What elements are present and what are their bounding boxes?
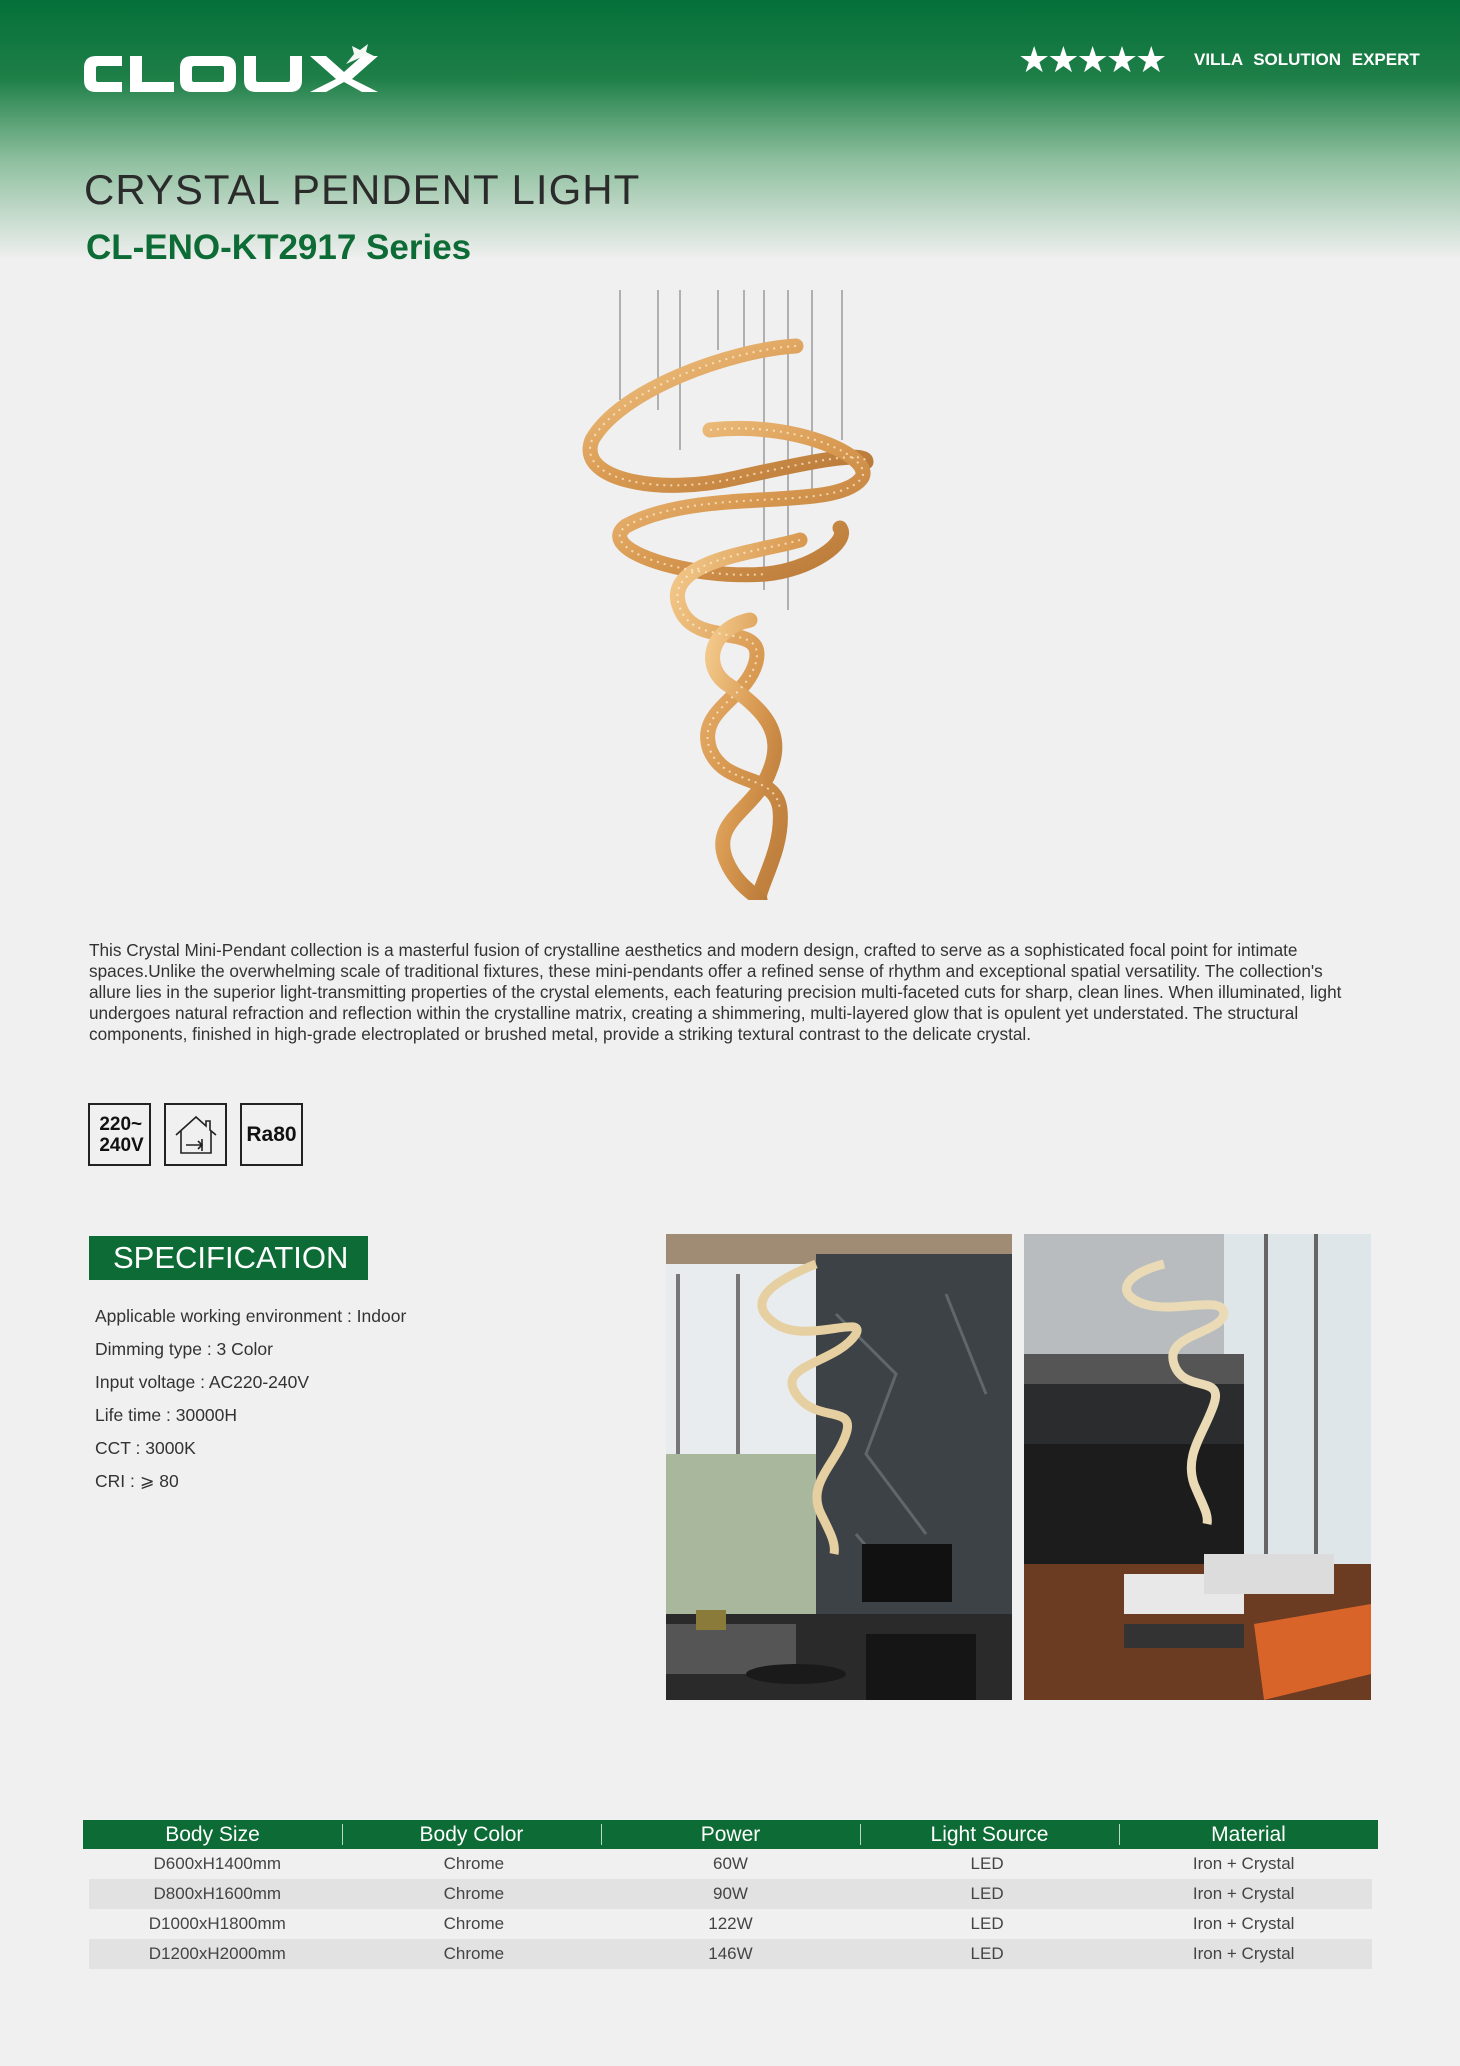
cell-light-source: LED — [970, 1884, 1004, 1903]
cloux-logo — [82, 42, 438, 102]
voltage-line-1: 220~ — [99, 1113, 143, 1135]
series-name: CL-ENO-KT2917 Series — [86, 228, 472, 267]
room-photo-double-height-lounge — [1024, 1234, 1371, 1700]
room-photo-living-room — [666, 1234, 1012, 1700]
cell-body-size: D800xH1600mm — [153, 1884, 282, 1903]
cell-body-size: D600xH1400mm — [153, 1854, 282, 1873]
indoor-house-icon — [164, 1103, 227, 1166]
table-row — [89, 1909, 1372, 1939]
voltage-badge — [88, 1103, 151, 1166]
cell-power: 90W — [713, 1884, 748, 1903]
feature-badges — [88, 1103, 303, 1166]
specification-heading: SPECIFICATION — [89, 1236, 368, 1280]
cell-body-size: D1000xH1800mm — [148, 1914, 286, 1933]
cell-power: 60W — [713, 1854, 748, 1873]
cell-light-source: LED — [970, 1914, 1004, 1933]
cell-material: Iron + Crystal — [1192, 1914, 1295, 1933]
tagline: VILLA SOLUTION EXPERT — [1194, 50, 1420, 69]
spec-item-lifetime: Life time : 30000H — [95, 1405, 238, 1425]
table-header-row — [83, 1820, 1378, 1849]
pendant-light-image — [560, 290, 900, 900]
cell-material: Iron + Crystal — [1192, 1884, 1295, 1903]
column-header-light-source: Light Source — [860, 1820, 1119, 1849]
product-title: CRYSTAL PENDENT LIGHT — [84, 166, 641, 213]
spec-table — [83, 1820, 1378, 1969]
header-banner — [0, 0, 1460, 260]
specification-list — [95, 1300, 406, 1498]
cell-material: Iron + Crystal — [1192, 1854, 1295, 1873]
column-header-power: Power — [601, 1820, 860, 1849]
column-header-body-size: Body Size — [165, 1823, 260, 1846]
table-row — [89, 1939, 1372, 1969]
cell-body-color: Chrome — [443, 1854, 505, 1873]
cell-body-color: Chrome — [443, 1914, 505, 1933]
cri-badge: Ra80 — [240, 1103, 303, 1166]
table-row — [89, 1879, 1372, 1909]
cell-power: 122W — [708, 1914, 753, 1933]
spec-item-voltage: Input voltage : AC220-240V — [95, 1372, 310, 1392]
voltage-line-2: 240V — [99, 1134, 144, 1156]
table-row — [89, 1849, 1372, 1879]
column-header-body-color: Body Color — [342, 1820, 601, 1849]
cell-body-color: Chrome — [443, 1944, 505, 1963]
cell-material: Iron + Crystal — [1192, 1944, 1295, 1963]
rating-stars: ★★★★★ — [1018, 39, 1165, 80]
cell-body-size: D1200xH2000mm — [148, 1944, 286, 1963]
spec-item-cct: CCT : 3000K — [95, 1438, 196, 1458]
spec-item-environment: Applicable working environment : Indoor — [95, 1306, 407, 1326]
cell-light-source: LED — [970, 1944, 1004, 1963]
cell-light-source: LED — [970, 1854, 1004, 1873]
column-header-material: Material — [1119, 1820, 1378, 1849]
cell-body-color: Chrome — [443, 1884, 505, 1903]
cell-power: 146W — [708, 1944, 753, 1963]
spec-item-dimming: Dimming type : 3 Color — [95, 1339, 273, 1359]
spec-item-cri: CRI : ⩾ 80 — [95, 1471, 179, 1491]
product-description: This Crystal Mini-Pendant collection is a masterful fusion of crystalline aesthetics and modern design, crafted to serve as a sophisticated focal point for intimate spaces.Unlike the overwhelming scale of traditional fixtures, these mini-pendants offer a refined sense of rhythm and exceptional spatial versatility. The collection's allure lies in the superior light-transmitting properties of the crystal elements, each featuring precision multi-faceted cuts for sharp, clean lines. When illuminated, light undergoes natural refraction and reflection within the crystalline matrix, creating a shimmering, multi-layered glow that is opulent yet understated. The structural components, finished in high-grade electroplated or brushed metal, provide a striking textural contrast to the delicate crystal. — [89, 940, 1342, 1044]
